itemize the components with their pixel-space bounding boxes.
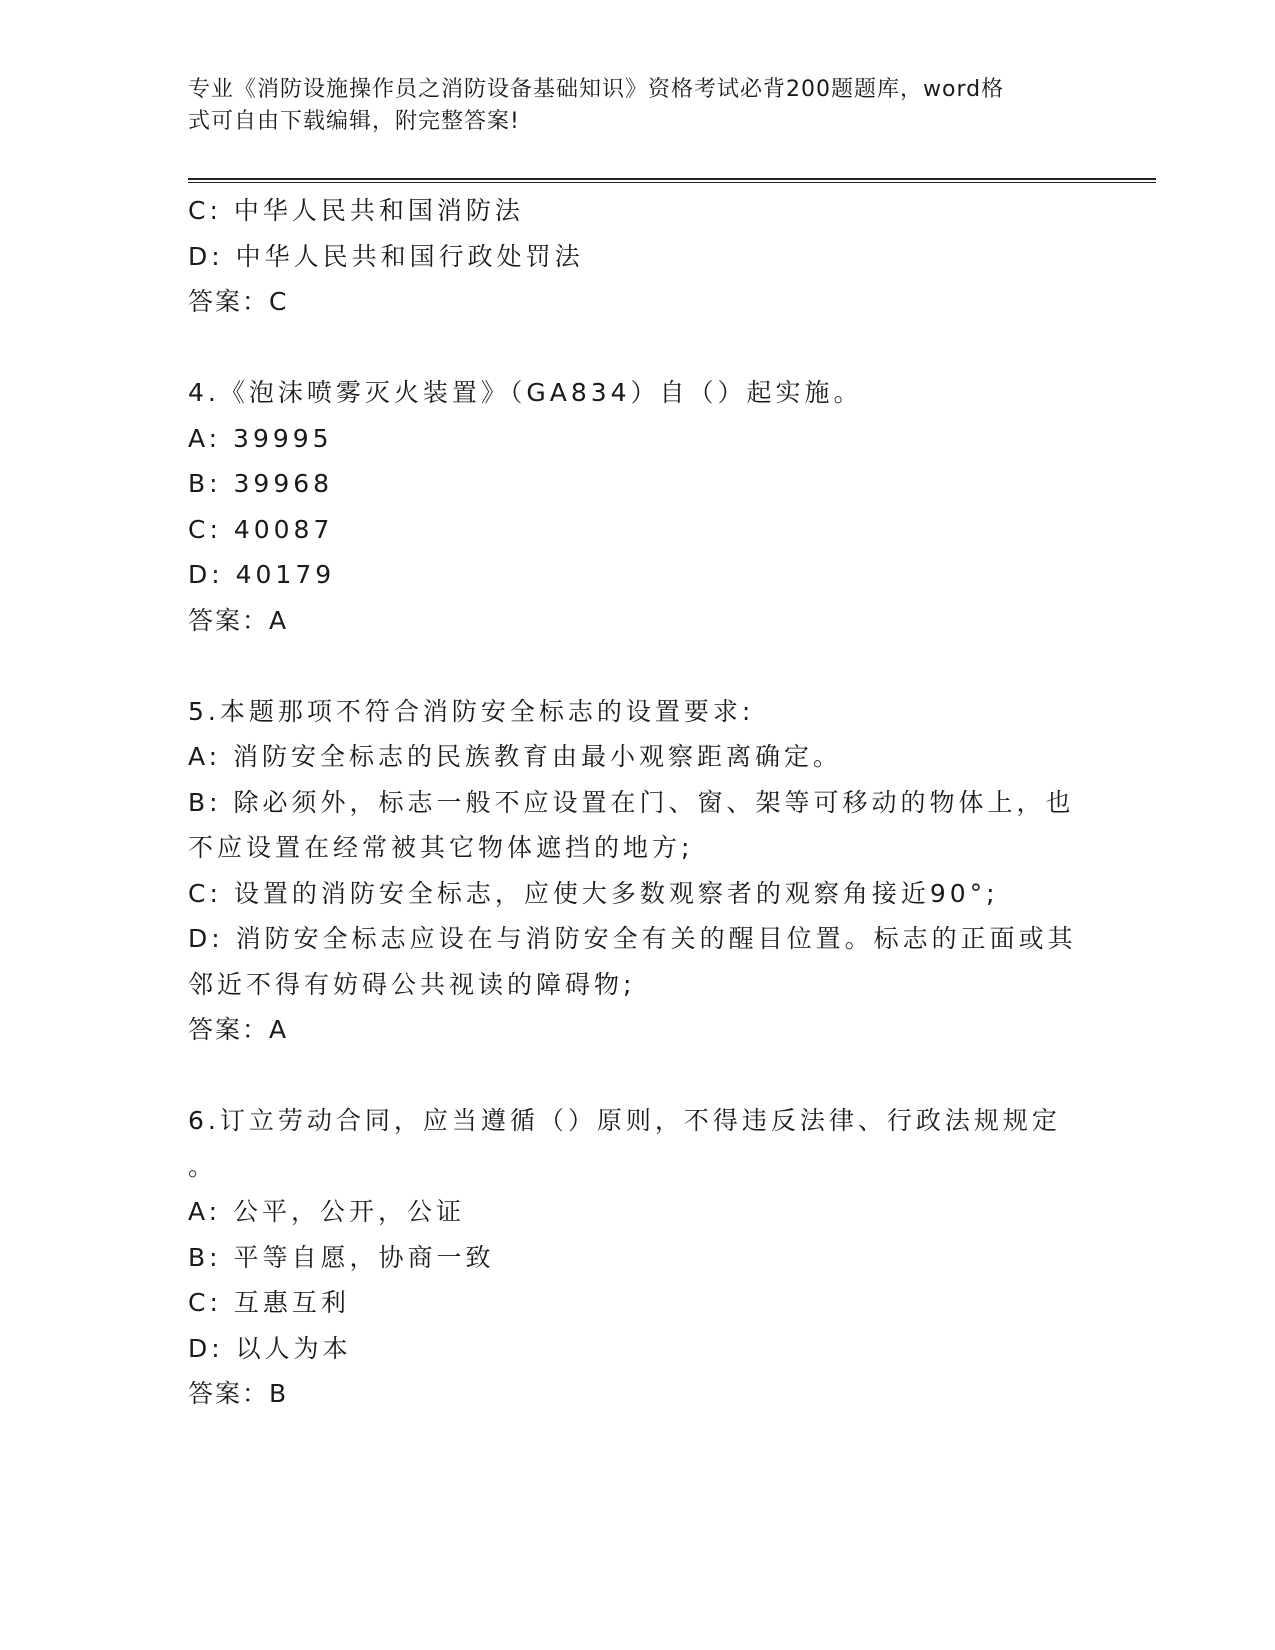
- option-c: C: 中华人民共和国消防法: [188, 196, 524, 225]
- option-b: B: 39968: [188, 469, 334, 498]
- answer: 答案：C: [188, 287, 289, 316]
- option-b-continued: 不应设置在经常被其它物体遮挡的地方;: [188, 833, 694, 862]
- option-d: D: 中华人民共和国行政处罚法: [188, 241, 584, 271]
- option-c: C: 设置的消防安全标志，应使大多数观察者的观察角接近90°;: [188, 878, 999, 908]
- answer: 答案：A: [188, 1015, 289, 1044]
- option-b: B: 平等自愿，协商一致: [188, 1242, 495, 1272]
- question-list: [188, 188, 1088, 1417]
- option-d: D: 消防安全标志应设在与消防安全有关的醒目位置。标志的正面或其: [188, 924, 1077, 953]
- option-d: D: 以人为本: [188, 1333, 352, 1363]
- document-header: [188, 74, 1068, 138]
- answer: 答案：A: [188, 605, 289, 635]
- option-c: C: 40087: [188, 514, 334, 544]
- question-6: [188, 1098, 1088, 1417]
- spacer: [188, 643, 1088, 689]
- option-a: A: 39995: [188, 423, 333, 453]
- spacer: [188, 1053, 1088, 1099]
- header-divider: [188, 178, 1156, 183]
- question-stem: 4.《泡沫喷雾灭火装置》（GA834）自（）起实施。: [188, 378, 863, 407]
- answer: 答案：B: [188, 1379, 289, 1408]
- option-a: A: 消防安全标志的民族教育由最小观察距离确定。: [188, 742, 843, 771]
- option-c: C: 互惠互利: [188, 1288, 350, 1317]
- option-d-continued: 邻近不得有妨碍公共视读的障碍物;: [188, 969, 636, 999]
- header-line-2: 式可自由下载编辑，附完整答案!: [188, 109, 520, 134]
- question-stem-continued: 。: [188, 1151, 218, 1181]
- question-stem: 6.订立劳动合同，应当遵循（）原则，不得违反法律、行政法规规定: [188, 1106, 1061, 1135]
- option-b: B: 除必须外，标志一般不应设置在门、窗、架等可移动的物体上，也: [188, 787, 1075, 817]
- previous-question-tail: [188, 188, 1088, 325]
- question-4: [188, 370, 1088, 643]
- option-a: A: 公平，公开，公证: [188, 1197, 466, 1226]
- option-d: D: 40179: [188, 560, 336, 589]
- question-5: [188, 689, 1088, 1053]
- header-line-1: 专业《消防设施操作员之消防设备基础知识》资格考试必背200题题库，word格: [188, 77, 1005, 102]
- spacer: [188, 325, 1088, 371]
- question-stem: 5.本题那项不符合消防安全标志的设置要求:: [188, 696, 755, 726]
